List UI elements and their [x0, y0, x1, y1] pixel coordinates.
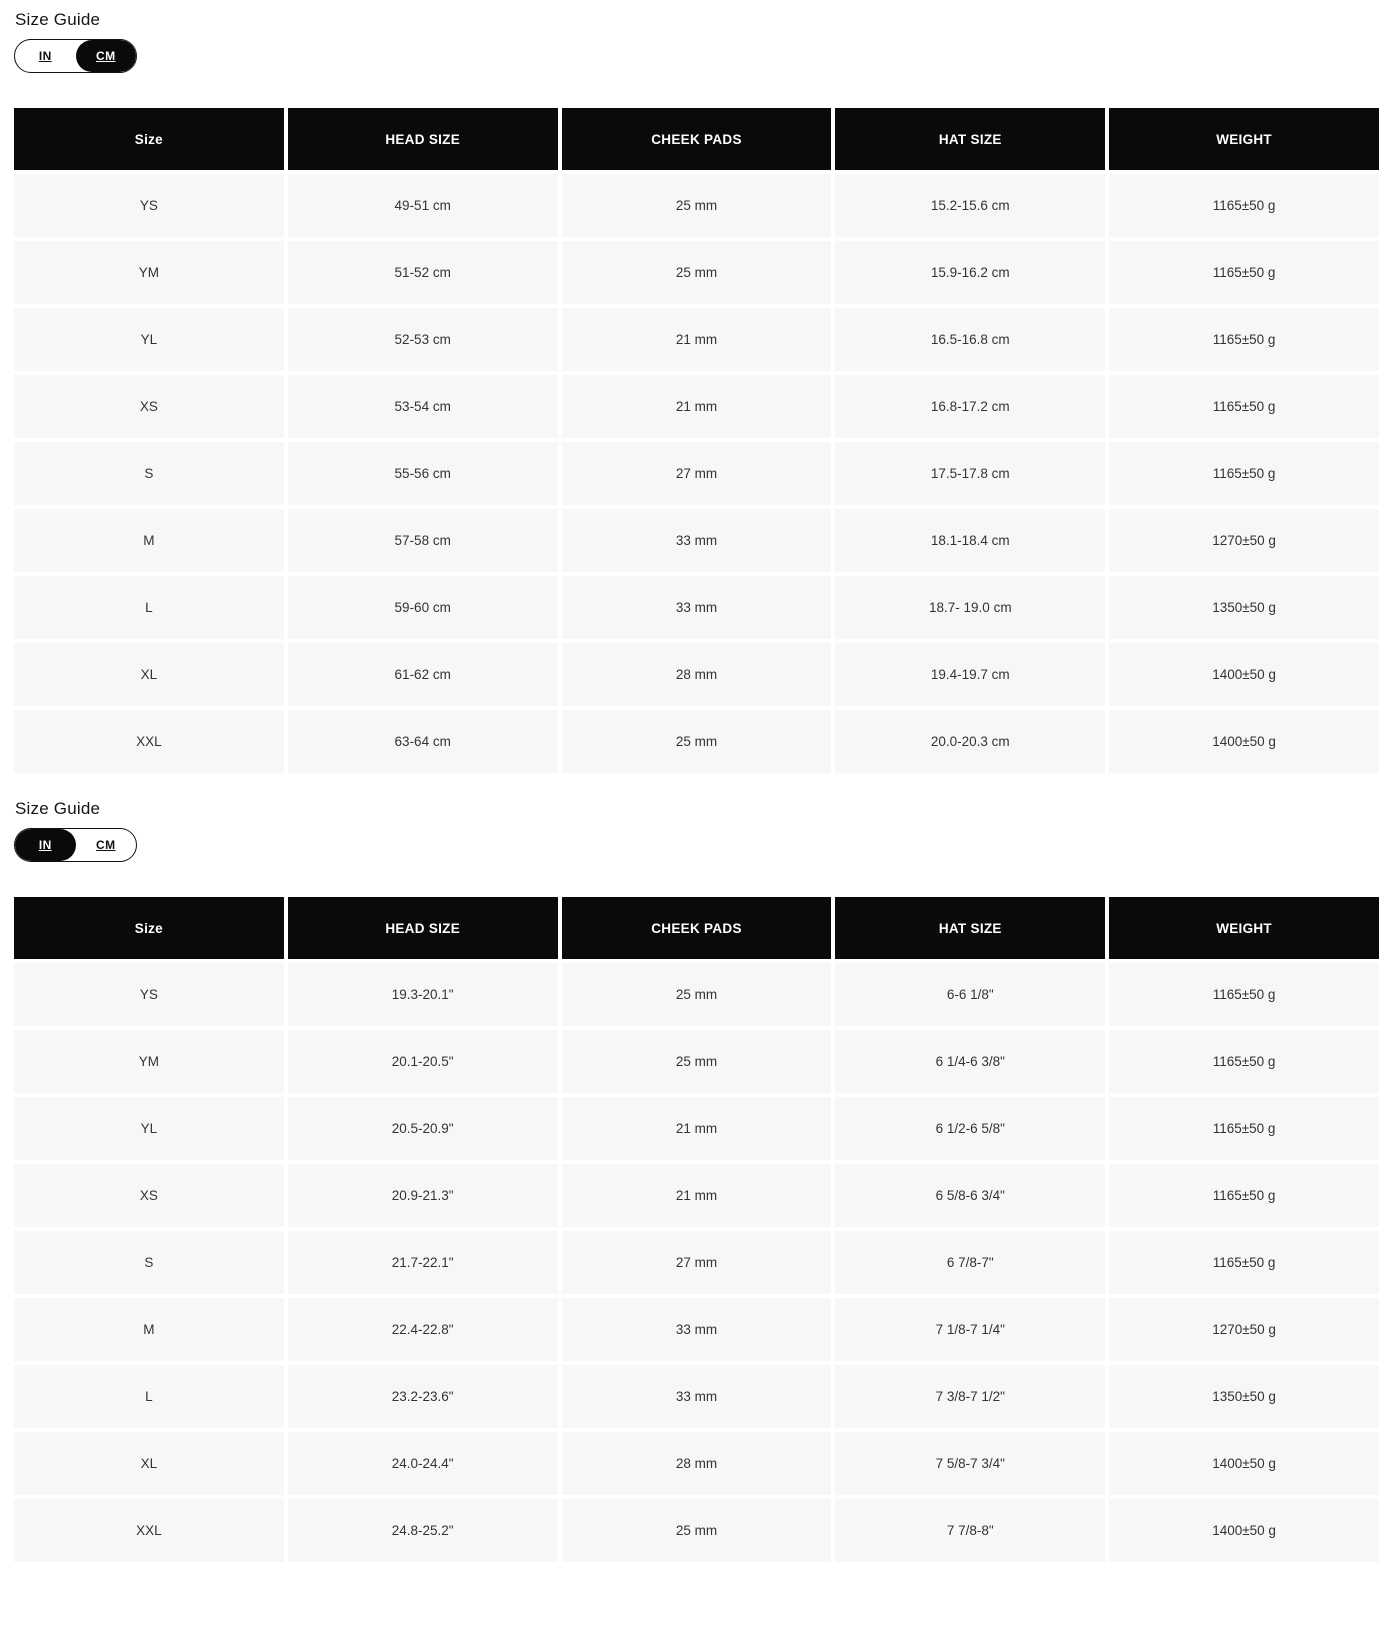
cell-cheek-pads: 33 mm [562, 509, 832, 572]
cell-weight: 1165±50 g [1109, 308, 1379, 371]
unit-option-cm[interactable]: CM [76, 829, 137, 861]
cell-size: YM [14, 1030, 284, 1093]
cell-weight: 1165±50 g [1109, 963, 1379, 1026]
cell-size: L [14, 576, 284, 639]
cell-head-size: 20.5-20.9" [288, 1097, 558, 1160]
cell-cheek-pads: 27 mm [562, 442, 832, 505]
cell-cheek-pads: 25 mm [562, 1030, 832, 1093]
section-title: Size Guide [15, 799, 101, 818]
cell-cheek-pads: 25 mm [562, 963, 832, 1026]
column-header-weight: WEIGHT [1109, 108, 1379, 170]
cell-cheek-pads: 25 mm [562, 1499, 832, 1562]
column-header-hat-size: HAT SIZE [835, 108, 1105, 170]
cell-weight: 1270±50 g [1109, 1298, 1379, 1361]
cell-weight: 1165±50 g [1109, 1164, 1379, 1227]
cell-weight: 1165±50 g [1109, 1231, 1379, 1294]
size-table-in [14, 897, 1379, 1562]
cell-size: XS [14, 375, 284, 438]
cell-head-size: 23.2-23.6" [288, 1365, 558, 1428]
unit-option-in[interactable]: IN [15, 40, 76, 72]
cell-head-size: 57-58 cm [288, 509, 558, 572]
cell-size: YS [14, 963, 284, 1026]
cell-cheek-pads: 33 mm [562, 1298, 832, 1361]
size-table-cm [14, 108, 1379, 773]
cell-cheek-pads: 25 mm [562, 241, 832, 304]
cell-hat-size: 16.8-17.2 cm [835, 375, 1105, 438]
size-guide-section-cm [14, 10, 1379, 773]
cell-weight: 1165±50 g [1109, 174, 1379, 237]
cell-hat-size: 17.5-17.8 cm [835, 442, 1105, 505]
cell-head-size: 51-52 cm [288, 241, 558, 304]
cell-cheek-pads: 21 mm [562, 375, 832, 438]
cell-hat-size: 6 1/4-6 3/8" [835, 1030, 1105, 1093]
unit-toggle[interactable] [14, 39, 137, 73]
cell-weight: 1400±50 g [1109, 643, 1379, 706]
cell-size: XXL [14, 710, 284, 773]
cell-head-size: 22.4-22.8" [288, 1298, 558, 1361]
cell-head-size: 24.0-24.4" [288, 1432, 558, 1495]
cell-weight: 1400±50 g [1109, 1499, 1379, 1562]
cell-hat-size: 18.7- 19.0 cm [835, 576, 1105, 639]
cell-cheek-pads: 25 mm [562, 174, 832, 237]
cell-hat-size: 15.9-16.2 cm [835, 241, 1105, 304]
cell-weight: 1165±50 g [1109, 241, 1379, 304]
cell-hat-size: 6 5/8-6 3/4" [835, 1164, 1105, 1227]
cell-cheek-pads: 21 mm [562, 308, 832, 371]
cell-size: XXL [14, 1499, 284, 1562]
cell-size: YL [14, 1097, 284, 1160]
cell-head-size: 24.8-25.2" [288, 1499, 558, 1562]
cell-hat-size: 6 1/2-6 5/8" [835, 1097, 1105, 1160]
cell-hat-size: 7 7/8-8" [835, 1499, 1105, 1562]
cell-cheek-pads: 21 mm [562, 1097, 832, 1160]
column-header-cheek-pads: CHEEK PADS [562, 897, 832, 959]
size-guide-section-in [14, 799, 1379, 1562]
cell-size: XL [14, 643, 284, 706]
column-header-size: Size [14, 108, 284, 170]
cell-weight: 1165±50 g [1109, 375, 1379, 438]
cell-head-size: 19.3-20.1" [288, 963, 558, 1026]
cell-weight: 1400±50 g [1109, 1432, 1379, 1495]
cell-hat-size: 16.5-16.8 cm [835, 308, 1105, 371]
cell-head-size: 53-54 cm [288, 375, 558, 438]
cell-cheek-pads: 33 mm [562, 1365, 832, 1428]
column-header-head-size: HEAD SIZE [288, 897, 558, 959]
cell-size: YS [14, 174, 284, 237]
unit-toggle[interactable] [14, 828, 137, 862]
cell-head-size: 61-62 cm [288, 643, 558, 706]
cell-size: YM [14, 241, 284, 304]
cell-weight: 1165±50 g [1109, 1030, 1379, 1093]
cell-hat-size: 6 7/8-7" [835, 1231, 1105, 1294]
cell-size: M [14, 509, 284, 572]
cell-weight: 1400±50 g [1109, 710, 1379, 773]
column-header-weight: WEIGHT [1109, 897, 1379, 959]
cell-head-size: 52-53 cm [288, 308, 558, 371]
unit-option-in[interactable]: IN [15, 829, 76, 861]
cell-head-size: 49-51 cm [288, 174, 558, 237]
cell-head-size: 21.7-22.1" [288, 1231, 558, 1294]
cell-size: S [14, 442, 284, 505]
column-header-size: Size [14, 897, 284, 959]
cell-head-size: 55-56 cm [288, 442, 558, 505]
cell-weight: 1165±50 g [1109, 442, 1379, 505]
cell-cheek-pads: 21 mm [562, 1164, 832, 1227]
cell-cheek-pads: 27 mm [562, 1231, 832, 1294]
cell-size: XL [14, 1432, 284, 1495]
unit-option-cm[interactable]: CM [76, 40, 137, 72]
cell-head-size: 59-60 cm [288, 576, 558, 639]
cell-size: L [14, 1365, 284, 1428]
cell-size: M [14, 1298, 284, 1361]
cell-weight: 1270±50 g [1109, 509, 1379, 572]
cell-weight: 1165±50 g [1109, 1097, 1379, 1160]
cell-cheek-pads: 28 mm [562, 1432, 832, 1495]
column-header-hat-size: HAT SIZE [835, 897, 1105, 959]
cell-hat-size: 6-6 1/8" [835, 963, 1105, 1026]
cell-cheek-pads: 28 mm [562, 643, 832, 706]
cell-hat-size: 7 3/8-7 1/2" [835, 1365, 1105, 1428]
cell-size: XS [14, 1164, 284, 1227]
cell-head-size: 63-64 cm [288, 710, 558, 773]
cell-hat-size: 18.1-18.4 cm [835, 509, 1105, 572]
cell-weight: 1350±50 g [1109, 576, 1379, 639]
cell-head-size: 20.1-20.5" [288, 1030, 558, 1093]
cell-size: YL [14, 308, 284, 371]
section-title: Size Guide [15, 10, 101, 29]
cell-cheek-pads: 33 mm [562, 576, 832, 639]
column-header-head-size: HEAD SIZE [288, 108, 558, 170]
cell-hat-size: 7 1/8-7 1/4" [835, 1298, 1105, 1361]
cell-cheek-pads: 25 mm [562, 710, 832, 773]
cell-weight: 1350±50 g [1109, 1365, 1379, 1428]
cell-size: S [14, 1231, 284, 1294]
cell-hat-size: 7 5/8-7 3/4" [835, 1432, 1105, 1495]
cell-head-size: 20.9-21.3" [288, 1164, 558, 1227]
cell-hat-size: 20.0-20.3 cm [835, 710, 1105, 773]
column-header-cheek-pads: CHEEK PADS [562, 108, 832, 170]
cell-hat-size: 15.2-15.6 cm [835, 174, 1105, 237]
cell-hat-size: 19.4-19.7 cm [835, 643, 1105, 706]
